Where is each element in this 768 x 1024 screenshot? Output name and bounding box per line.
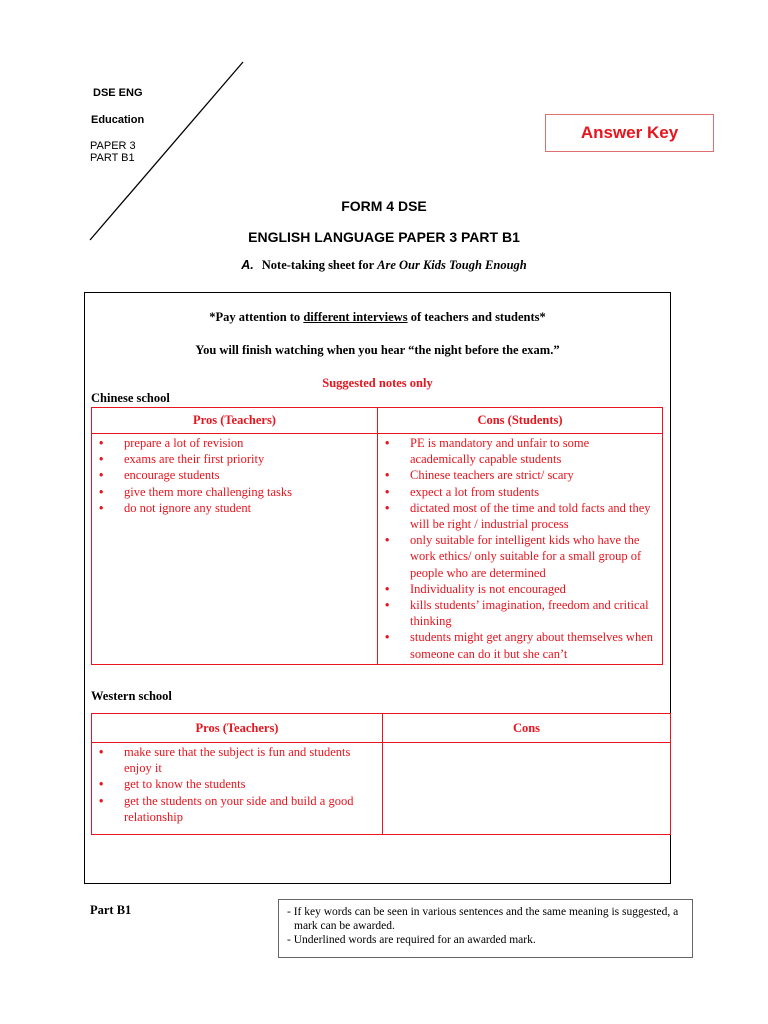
list-item: • get to know the students (96, 776, 378, 792)
instruction-pre: *Pay attention to (209, 310, 301, 324)
instruction-line-1 (84, 310, 671, 325)
marking-notes-box (278, 899, 693, 958)
section-a-heading (0, 258, 768, 273)
subject-label: DSE ENG (93, 87, 143, 99)
list-item: • encourage students (96, 467, 373, 483)
chinese-pros-header: Pros (Teachers) (92, 408, 378, 434)
video-title: Are Our Kids Tough Enough (377, 258, 527, 272)
part-b1-label: Part B1 (90, 903, 132, 917)
instruction-underlined: different interviews (303, 310, 408, 324)
chinese-pros-cell (92, 434, 378, 665)
paper-label: PAPER 3 (90, 140, 136, 152)
list-item: • expect a lot from students (382, 484, 658, 500)
list-item: • kills students’ imagination, freedom and critical thinking (382, 597, 658, 629)
list-item: • exams are their first priority (96, 451, 373, 467)
list-item: • give them more challenging tasks (96, 484, 373, 500)
western-cons-cell (383, 743, 671, 835)
list-item: • do not ignore any student (96, 500, 373, 516)
list-item: • PE is mandatory and unfair to some academically capable students (382, 435, 658, 467)
chinese-cons-list (382, 435, 658, 662)
list-item: • dictated most of the time and told facts and they will be right / industrial process (382, 500, 658, 532)
western-school-table (91, 713, 671, 835)
chinese-school-label: Chinese school (91, 391, 170, 405)
page-subtitle: ENGLISH LANGUAGE PAPER 3 PART B1 (248, 229, 520, 245)
suggested-notes-label: Suggested notes only (322, 376, 433, 390)
page-title: FORM 4 DSE (341, 198, 427, 214)
list-item: • prepare a lot of revision (96, 435, 373, 451)
answer-key-badge: Answer Key (545, 114, 714, 152)
instruction-post: of teachers and students* (410, 310, 546, 324)
section-heading-text: Note-taking sheet for (261, 258, 374, 272)
western-pros-list (96, 744, 378, 825)
instruction-line-2: You will finish watching when you hear “the night before the exam.” (195, 343, 560, 357)
topic-label: Education (91, 114, 145, 126)
list-item: • Chinese teachers are strict/ scary (382, 467, 658, 483)
section-letter: A. (241, 258, 254, 272)
chinese-school-table (91, 407, 663, 665)
list-item: • get the students on your side and build a good relationship (96, 793, 378, 825)
part-label: PART B1 (90, 152, 135, 164)
list-item: • Individuality is not encouraged (382, 581, 658, 597)
marking-note: - Underlined words are required for an awarded mark. (287, 934, 536, 946)
list-item: • only suitable for intelligent kids who have the work ethics/ only suitable for a small group of people who are determined (382, 532, 658, 581)
list-item: • students might get angry about themselves when someone can do it but she can’t (382, 629, 658, 661)
western-pros-header: Pros (Teachers) (92, 714, 383, 743)
western-cons-header: Cons (383, 714, 671, 743)
chinese-cons-header: Cons (Students) (378, 408, 663, 434)
chinese-cons-cell (378, 434, 663, 665)
chinese-pros-list (96, 435, 373, 516)
western-school-label: Western school (91, 689, 172, 703)
western-pros-cell (92, 743, 383, 835)
marking-note: - If key words can be seen in various sentences and the same meaning is suggested, a mark can be awarded. (287, 906, 679, 932)
list-item: • make sure that the subject is fun and students enjoy it (96, 744, 378, 776)
